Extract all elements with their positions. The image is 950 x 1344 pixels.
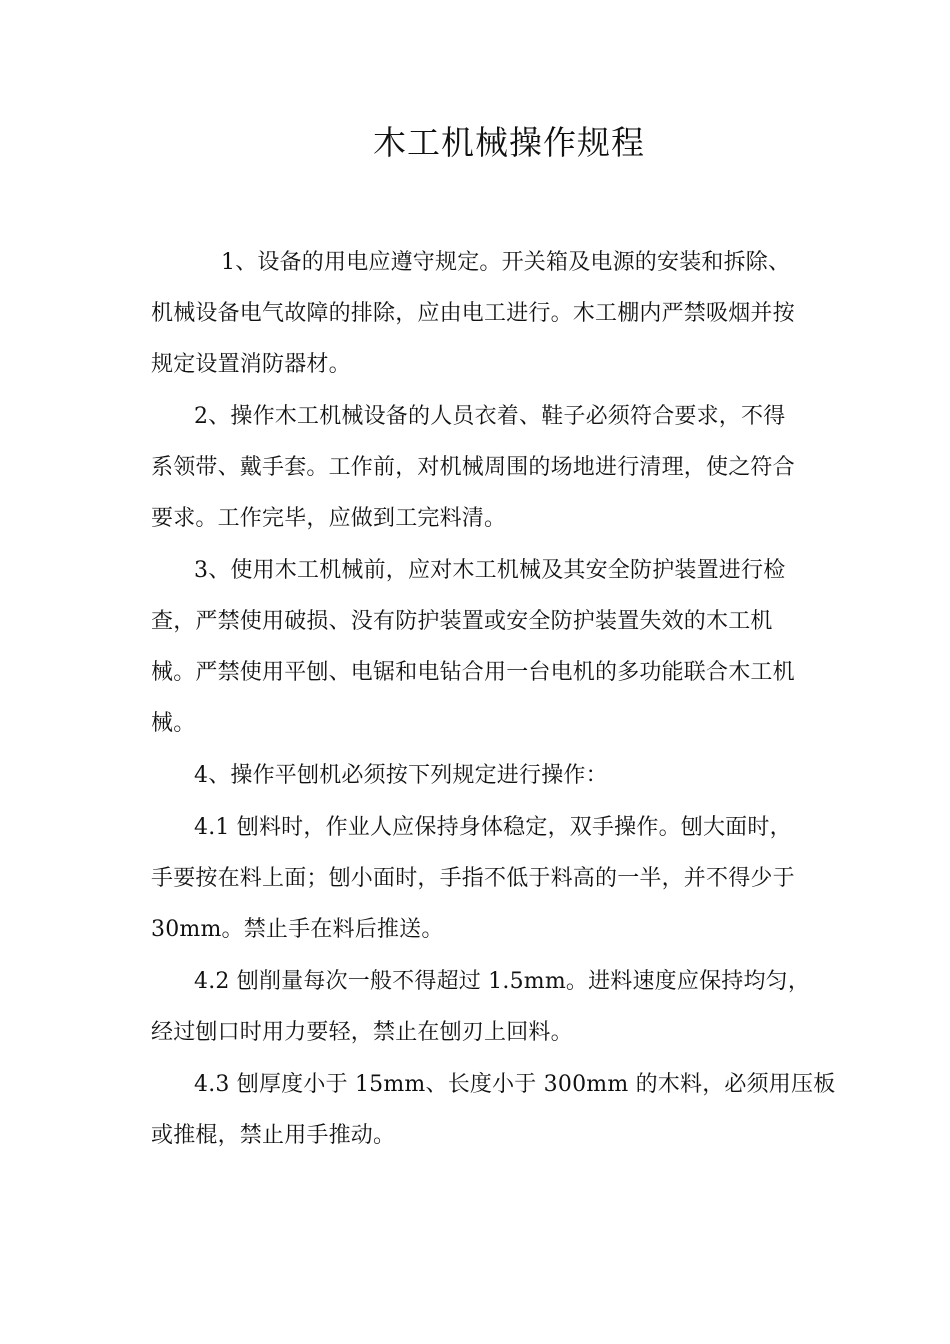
paragraph-1-line-3: 规定设置消防器材。 (151, 352, 351, 377)
paragraph-4-1-line-2: 手要按在料上面；刨小面时，手指不低于料高的一半，并不得少于 (151, 866, 795, 891)
paragraph-2-line-3: 要求。工作完毕，应做到工完料清。 (151, 506, 507, 531)
paragraph-1-line-1: 1、设备的用电应遵守规定。开关箱及电源的安装和拆除、 (221, 250, 791, 275)
paragraph-4-1-line-3: 30mm。禁止手在料后推送。 (151, 917, 444, 942)
paragraph-4-3-line-1: 4.3 刨厚度小于 15mm、长度小于 300mm 的木料，必须用压板 (194, 1072, 836, 1097)
paragraph-2-line-1: 2、操作木工机械设备的人员衣着、鞋子必须符合要求，不得 (194, 404, 786, 429)
paragraph-3-line-2: 查，严禁使用破损、没有防护装置或安全防护装置失效的木工机 (151, 609, 773, 634)
paragraph-4-line-1: 4、操作平刨机必须按下列规定进行操作： (194, 763, 608, 788)
paragraph-4-2-line-1: 4.2 刨削量每次一般不得超过 1.5mm。进料速度应保持均匀， (194, 969, 811, 994)
paragraph-3-line-1: 3、使用木工机械前，应对木工机械及其安全防护装置进行检 (194, 558, 786, 583)
paragraph-3-line-4: 械。 (151, 711, 196, 736)
paragraph-4-1-line-1: 4.1 刨料时，作业人应保持身体稳定，双手操作。刨大面时， (194, 815, 792, 840)
paragraph-4-3-line-2: 或推棍，禁止用手推动。 (151, 1123, 396, 1148)
paragraph-2-line-2: 系领带、戴手套。工作前，对机械周围的场地进行清理，使之符合 (151, 455, 795, 480)
paragraph-4-2-line-2: 经过刨口时用力要轻，禁止在刨刃上回料。 (151, 1020, 573, 1045)
document-title: 木工机械操作规程 (373, 123, 645, 162)
paragraph-1-line-2: 机械设备电气故障的排除，应由电工进行。木工棚内严禁吸烟并按 (151, 301, 795, 326)
paragraph-3-line-3: 械。严禁使用平刨、电锯和电钻合用一台电机的多功能联合木工机 (151, 660, 795, 685)
